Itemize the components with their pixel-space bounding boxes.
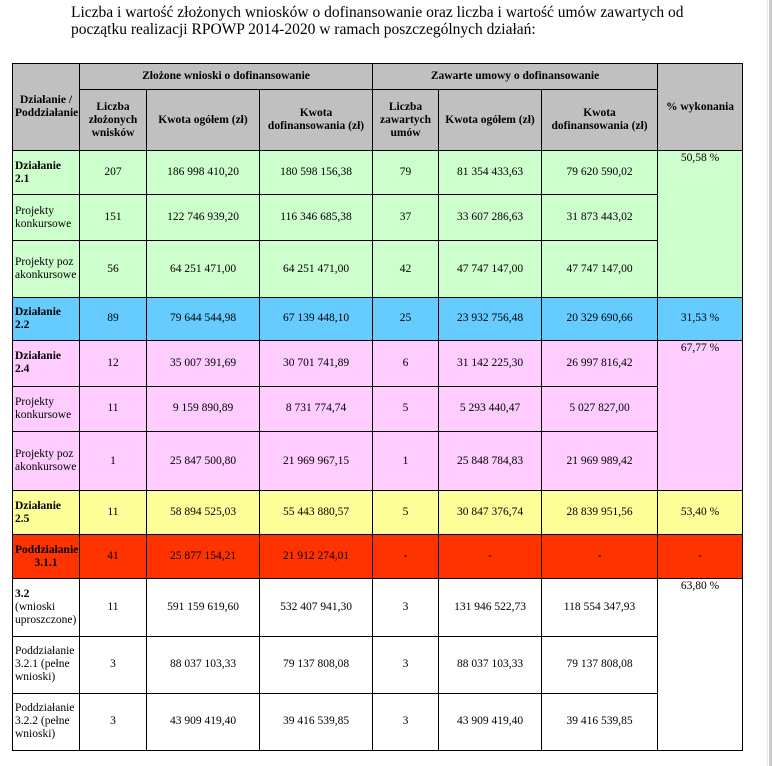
cell-count-submitted: 41	[80, 535, 147, 579]
cell-pct: 67,77 %	[658, 340, 743, 490]
cell-count-signed: 3	[373, 693, 439, 750]
cell-total-submitted: 43 909 419,40	[147, 693, 260, 750]
cell-cofin-signed: 26 997 816,42	[542, 340, 658, 386]
header-pct: % wykonania	[658, 64, 743, 151]
row-label: Poddziałanie 3.2.2 (pełne wnioski)	[13, 693, 80, 750]
row-label-number: 3.2	[15, 588, 30, 601]
table-row	[13, 579, 743, 636]
cell-total-signed: 25 848 784,83	[439, 432, 542, 491]
cell-cofin-submitted: 21 912 274,01	[260, 535, 373, 579]
row-label-note: (wnioski uproszczone)	[15, 601, 77, 627]
cell-count-signed: 37	[373, 195, 439, 241]
cell-cofin-submitted: 39 416 539,85	[260, 693, 373, 750]
table-row	[13, 241, 743, 297]
header-cofin-submitted: Kwota dofinansowania (zł)	[260, 90, 373, 151]
cell-cofin-signed: 20 329 690,66	[542, 297, 658, 340]
row-label: Działanie 2.1	[13, 151, 80, 195]
row-label: Poddziałanie 3.1.1	[13, 535, 80, 579]
cell-count-submitted: 12	[80, 340, 147, 386]
cell-total-signed: -	[439, 535, 542, 579]
header-count-submitted: Liczba złożonych wnisków	[80, 90, 147, 151]
table-row	[13, 340, 743, 386]
cell-count-signed: 79	[373, 151, 439, 195]
header-total-signed: Kwota ogółem (zł)	[439, 90, 542, 151]
cell-cofin-signed: 39 416 539,85	[542, 693, 658, 750]
applications-table	[12, 63, 743, 751]
cell-count-signed: 1	[373, 432, 439, 491]
cell-total-submitted: 25 847 500,80	[147, 432, 260, 491]
header-submitted-group: Złożone wnioski o dofinansowanie	[80, 64, 373, 90]
row-label: Działanie 2.2	[13, 297, 80, 340]
table-row	[13, 151, 743, 195]
cell-cofin-submitted: 8 731 774,74	[260, 386, 373, 431]
cell-pct: 63,80 %	[658, 579, 743, 751]
title-line-2: początku realizacji RPOWP 2014-2020 w ramach poszczególnych działań:	[71, 21, 536, 38]
cell-pct: 50,58 %	[658, 151, 743, 297]
cell-total-signed: 23 932 756,48	[439, 297, 542, 340]
cell-cofin-submitted: 55 443 880,57	[260, 491, 373, 535]
cell-total-signed: 131 946 522,73	[439, 579, 542, 636]
row-label: Projekty pozakonkursowe	[13, 432, 80, 491]
cell-total-submitted: 186 998 410,20	[147, 151, 260, 195]
row-label: Działanie 2.4	[13, 340, 80, 386]
header-cofin-signed: Kwota dofinansowania (zł)	[542, 90, 658, 151]
cell-pct: -	[658, 535, 743, 579]
cell-count-submitted: 11	[80, 491, 147, 535]
cell-cofin-signed: 79 137 808,08	[542, 636, 658, 693]
row-label: Poddziałanie 3.2.1 (pełne wnioski)	[13, 636, 80, 693]
table-row	[13, 297, 743, 340]
cell-pct: 53,40 %	[658, 491, 743, 535]
header-row-2	[13, 90, 743, 151]
table-row	[13, 432, 743, 491]
cell-cofin-submitted: 116 346 685,38	[260, 195, 373, 241]
cell-total-submitted: 591 159 619,60	[147, 579, 260, 636]
cell-cofin-submitted: 180 598 156,38	[260, 151, 373, 195]
row-label	[13, 579, 80, 636]
row-label: Projekty konkursowe	[13, 386, 80, 431]
cell-total-submitted: 79 644 544,98	[147, 297, 260, 340]
cell-total-signed: 88 037 103,33	[439, 636, 542, 693]
row-label: Projekty konkursowe	[13, 195, 80, 241]
table-row	[13, 535, 743, 579]
cell-cofin-submitted: 21 969 967,15	[260, 432, 373, 491]
cell-cofin-signed: 118 554 347,93	[542, 579, 658, 636]
table-row	[13, 636, 743, 693]
cell-cofin-signed: -	[542, 535, 658, 579]
cell-count-submitted: 56	[80, 241, 147, 297]
row-label: Działanie 2.5	[13, 491, 80, 535]
cell-total-submitted: 58 894 525,03	[147, 491, 260, 535]
cell-count-signed: 42	[373, 241, 439, 297]
cell-cofin-submitted: 67 139 448,10	[260, 297, 373, 340]
cell-cofin-submitted: 79 137 808,08	[260, 636, 373, 693]
window-edge	[767, 0, 768, 766]
cell-count-signed: -	[373, 535, 439, 579]
cell-count-submitted: 3	[80, 636, 147, 693]
table-row	[13, 195, 743, 241]
header-signed-group: Zawarte umowy o dofinansowanie	[373, 64, 658, 90]
cell-count-submitted: 207	[80, 151, 147, 195]
cell-total-signed: 5 293 440,47	[439, 386, 542, 431]
cell-total-signed: 31 142 225,30	[439, 340, 542, 386]
cell-total-signed: 30 847 376,74	[439, 491, 542, 535]
cell-count-signed: 5	[373, 386, 439, 431]
cell-cofin-signed: 5 027 827,00	[542, 386, 658, 431]
cell-total-signed: 47 747 147,00	[439, 241, 542, 297]
cell-count-submitted: 11	[80, 579, 147, 636]
cell-count-submitted: 11	[80, 386, 147, 431]
cell-total-signed: 81 354 433,63	[439, 151, 542, 195]
table-row	[13, 491, 743, 535]
cell-total-submitted: 25 877 154,21	[147, 535, 260, 579]
table-row	[13, 693, 743, 750]
header-row-1	[13, 64, 743, 90]
cell-count-submitted: 151	[80, 195, 147, 241]
cell-cofin-submitted: 64 251 471,00	[260, 241, 373, 297]
cell-cofin-signed: 28 839 951,56	[542, 491, 658, 535]
cell-count-submitted: 89	[80, 297, 147, 340]
cell-total-submitted: 64 251 471,00	[147, 241, 260, 297]
cell-total-signed: 43 909 419,40	[439, 693, 542, 750]
header-action: Działanie / Poddziałanie	[13, 64, 80, 151]
cell-count-submitted: 1	[80, 432, 147, 491]
cell-cofin-submitted: 30 701 741,89	[260, 340, 373, 386]
cell-total-submitted: 9 159 890,89	[147, 386, 260, 431]
cell-total-submitted: 122 746 939,20	[147, 195, 260, 241]
row-label: Projekty pozakonkursowe	[13, 241, 80, 297]
table-row	[13, 386, 743, 431]
cell-count-signed: 5	[373, 491, 439, 535]
cell-count-signed: 3	[373, 636, 439, 693]
cell-cofin-submitted: 532 407 941,30	[260, 579, 373, 636]
cell-total-submitted: 88 037 103,33	[147, 636, 260, 693]
document-title	[71, 4, 761, 38]
title-line-1: Liczba i wartość złożonych wniosków o dofinansowanie oraz liczba i wartość umów zawartych od	[71, 4, 684, 21]
header-total-submitted: Kwota ogółem (zł)	[147, 90, 260, 151]
cell-count-signed: 25	[373, 297, 439, 340]
cell-total-submitted: 35 007 391,69	[147, 340, 260, 386]
cell-count-signed: 3	[373, 579, 439, 636]
cell-cofin-signed: 31 873 443,02	[542, 195, 658, 241]
cell-cofin-signed: 47 747 147,00	[542, 241, 658, 297]
header-count-signed: Liczba zawartych umów	[373, 90, 439, 151]
cell-count-signed: 6	[373, 340, 439, 386]
cell-pct: 31,53 %	[658, 297, 743, 340]
cell-total-signed: 33 607 286,63	[439, 195, 542, 241]
cell-cofin-signed: 79 620 590,02	[542, 151, 658, 195]
cell-count-submitted: 3	[80, 693, 147, 750]
cell-cofin-signed: 21 969 989,42	[542, 432, 658, 491]
